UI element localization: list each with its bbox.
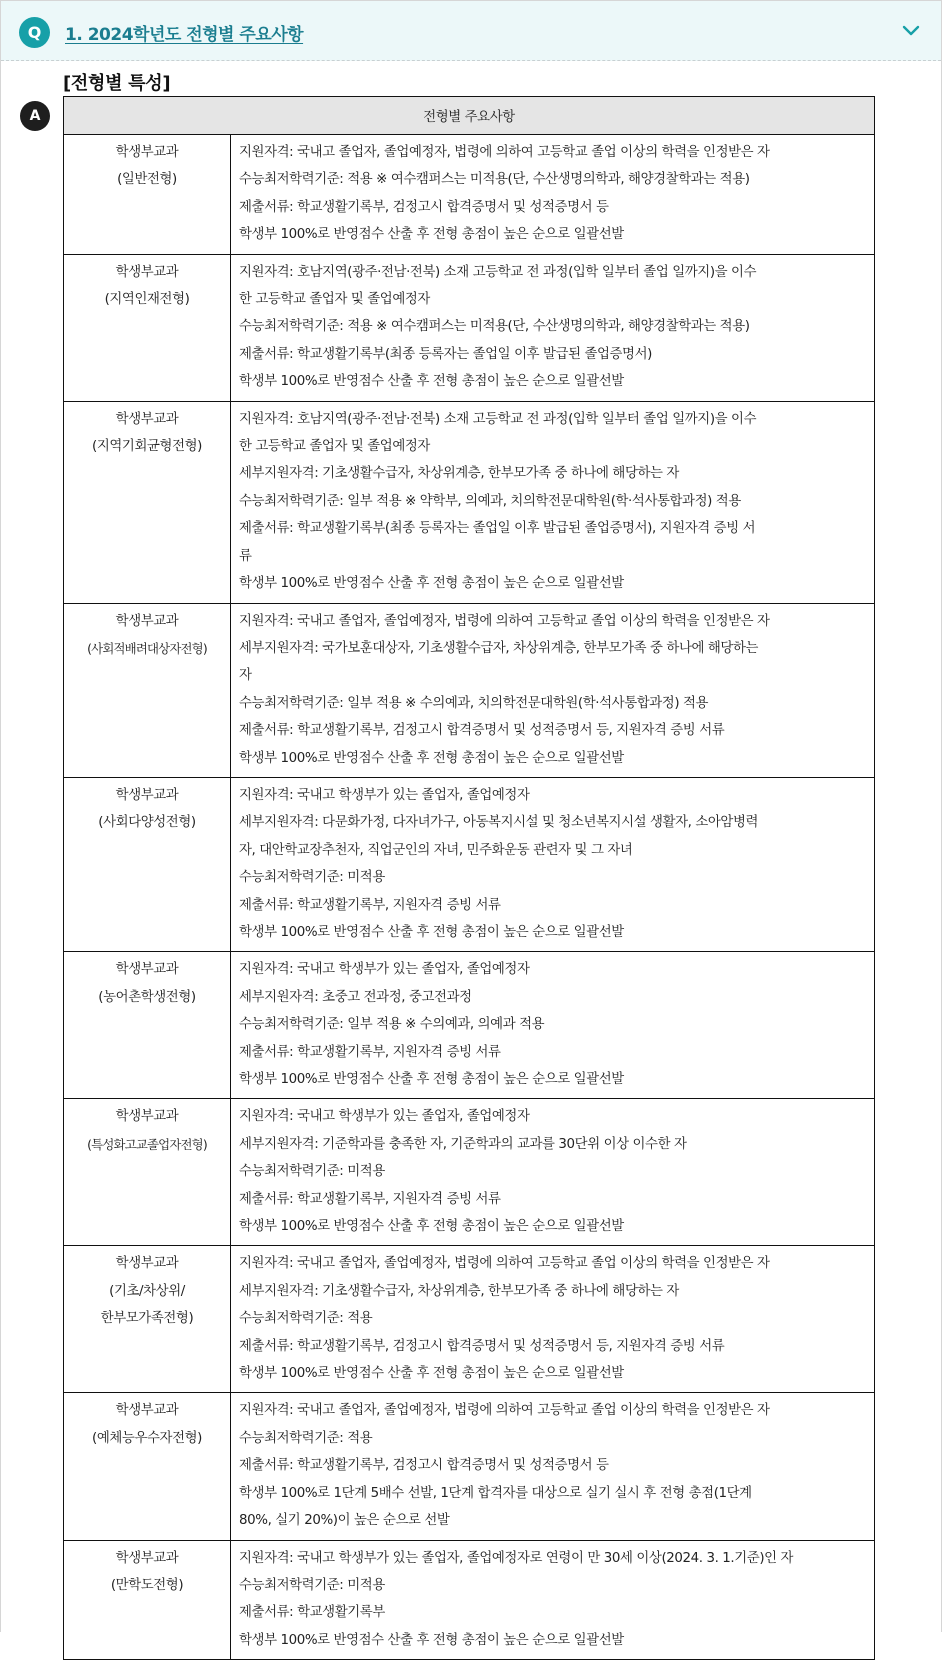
admission-type-label: (지역기회균형전형)	[92, 439, 202, 455]
question-badge: Q	[19, 17, 50, 48]
detail-line: 학생부 100%로 반영점수 산출 후 전형 총점이 높은 순으로 일괄선발	[239, 1366, 624, 1382]
detail-line: 제출서류: 학교생활기록부, 지원자격 증빙 서류	[239, 1044, 501, 1060]
admission-details-cell	[231, 1393, 875, 1540]
section-title: [전형별 특성]	[63, 73, 171, 94]
detail-line: 지원자격: 국내고 학생부가 있는 졸업자, 졸업예정자	[239, 962, 530, 978]
admission-details-cell	[231, 254, 875, 401]
detail-line: 수능최저학력기준: 적용	[239, 1311, 373, 1327]
admission-details-cell	[231, 1246, 875, 1393]
answer-badge: A	[20, 101, 50, 131]
admission-details-cell	[231, 777, 875, 951]
table-row	[64, 777, 875, 951]
detail-line: 지원자격: 호남지역(광주·전남·전북) 소재 고등학교 전 과정(입학 일부터 졸업 일까지)을 이수 한 고등학교 졸업자 및 졸업예정자	[239, 411, 757, 455]
table-row	[64, 952, 875, 1099]
admission-type-label: (특성화고교졸업자전형)	[87, 1136, 207, 1152]
detail-line: 수능최저학력기준: 미적용	[239, 1577, 385, 1593]
detail-line: 수능최저학력기준: 미적용	[239, 1164, 385, 1180]
admission-category-cell	[64, 401, 231, 603]
admission-type-label: (농어촌학생전형)	[98, 989, 196, 1005]
detail-line: 제출서류: 학교생활기록부(최종 등록자는 졸업일 이후 발급된 졸업증명서), 지원자격 증빙 서 류	[239, 521, 756, 564]
detail-line: 수능최저학력기준: 적용 ※ 여수캠퍼스는 미적용(단, 수산생명의학과, 해양경찰학과는 적용)	[239, 319, 750, 335]
category-label: 학생부교과	[115, 1109, 179, 1125]
admission-category-cell	[64, 1540, 231, 1660]
detail-line: 학생부 100%로 반영점수 산출 후 전형 총점이 높은 순으로 일괄선발	[239, 750, 624, 766]
detail-line: 학생부 100%로 반영점수 산출 후 전형 총점이 높은 순으로 일괄선발	[239, 1219, 624, 1235]
category-label: 학생부교과	[115, 1256, 179, 1272]
detail-line: 세부지원자격: 기준학과를 충족한 자, 기준학과의 교과를 30단위 이상 이수한 자	[239, 1136, 687, 1152]
admission-category-cell	[64, 777, 231, 951]
category-label: 학생부교과	[115, 962, 179, 978]
detail-line: 제출서류: 학교생활기록부	[239, 1605, 385, 1621]
detail-line: 제출서류: 학교생활기록부, 검정고시 합격증명서 및 성적증명서 등	[239, 199, 609, 215]
admission-category-cell	[64, 1393, 231, 1540]
admission-type-label: (일반전형)	[117, 172, 177, 188]
admission-type-label: (사회다양성전형)	[98, 815, 196, 831]
detail-line: 학생부 100%로 반영점수 산출 후 전형 총점이 높은 순으로 일괄선발	[239, 227, 624, 243]
detail-line: 세부지원자격: 초중고 전과정, 중고전과정	[239, 989, 472, 1005]
detail-line: 수능최저학력기준: 미적용	[239, 870, 385, 886]
detail-line: 세부지원자격: 국가보훈대상자, 기초생활수급자, 차상위계층, 한부모가족 중 하나에 해당하는 자	[239, 640, 759, 684]
admission-type-label-cont: 한부모가족전형)	[100, 1311, 194, 1327]
table-row	[64, 254, 875, 401]
admission-category-cell	[64, 1099, 231, 1246]
admission-types-table	[63, 96, 875, 1660]
detail-line: 제출서류: 학교생활기록부, 지원자격 증빙 서류	[239, 897, 501, 913]
table-row	[64, 1540, 875, 1660]
faq-question-header[interactable]	[1, 1, 941, 61]
admission-type-label: (기초/차상위/	[109, 1283, 185, 1299]
table-header: 전형별 주요사항	[64, 97, 875, 135]
detail-line: 수능최저학력기준: 일부 적용 ※ 수의예과, 의예과 적용	[239, 1017, 545, 1033]
detail-line: 지원자격: 호남지역(광주·전남·전북) 소재 고등학교 전 과정(입학 일부터 졸업 일까지)을 이수 한 고등학교 졸업자 및 졸업예정자	[239, 264, 757, 308]
admission-type-label: (예체능우수자전형)	[92, 1430, 202, 1446]
admission-details-cell	[231, 952, 875, 1099]
category-label: 학생부교과	[115, 787, 179, 803]
category-label: 학생부교과	[115, 1403, 179, 1419]
detail-line: 제출서류: 학교생활기록부, 검정고시 합격증명서 및 성적증명서 등, 지원자격 증빙 서류	[239, 1338, 725, 1354]
admission-type-label: (사회적배려대상자전형)	[87, 640, 207, 656]
detail-line: 수능최저학력기준: 일부 적용 ※ 수의예과, 치의학전문대학원(학·석사통합과정) 적용	[239, 695, 709, 711]
admission-details-cell	[231, 401, 875, 603]
detail-line: 학생부 100%로 반영점수 산출 후 전형 총점이 높은 순으로 일괄선발	[239, 576, 624, 592]
admission-category-cell	[64, 1246, 231, 1393]
category-label: 학생부교과	[115, 1550, 179, 1566]
question-title-link[interactable]: 1. 2024학년도 전형별 주요사항	[65, 25, 304, 45]
table-row	[64, 1099, 875, 1246]
detail-line: 수능최저학력기준: 적용 ※ 여수캠퍼스는 미적용(단, 수산생명의학과, 해양경찰학과는 적용)	[239, 172, 750, 188]
detail-line: 지원자격: 국내고 학생부가 있는 졸업자, 졸업예정자	[239, 1109, 530, 1125]
detail-line: 제출서류: 학교생활기록부(최종 등록자는 졸업일 이후 발급된 졸업증명서)	[239, 346, 652, 362]
admission-category-cell	[64, 135, 231, 255]
admission-category-cell	[64, 952, 231, 1099]
category-label: 학생부교과	[115, 264, 179, 280]
detail-line: 학생부 100%로 반영점수 산출 후 전형 총점이 높은 순으로 일괄선발	[239, 1632, 624, 1648]
detail-line: 지원자격: 국내고 학생부가 있는 졸업자, 졸업예정자	[239, 787, 530, 803]
admission-type-label: (지역인재전형)	[104, 292, 190, 308]
admission-details-cell	[231, 135, 875, 255]
table-row	[64, 135, 875, 255]
chevron-down-icon[interactable]	[901, 21, 921, 41]
detail-line: 수능최저학력기준: 적용	[239, 1430, 373, 1446]
table-header-row	[64, 97, 875, 135]
detail-line: 제출서류: 학교생활기록부, 검정고시 합격증명서 및 성적증명서 등	[239, 1458, 609, 1474]
admission-details-cell	[231, 1540, 875, 1660]
admission-type-label: (만학도전형)	[110, 1577, 184, 1593]
admission-category-cell	[64, 603, 231, 777]
detail-line: 학생부 100%로 반영점수 산출 후 전형 총점이 높은 순으로 일괄선발	[239, 374, 624, 390]
detail-line: 세부지원자격: 기초생활수급자, 차상위계층, 한부모가족 중 하나에 해당하는 자	[239, 466, 679, 482]
table-row	[64, 401, 875, 603]
detail-line: 지원자격: 국내고 졸업자, 졸업예정자, 법령에 의하여 고등학교 졸업 이상의 학력을 인정받은 자	[239, 145, 770, 160]
category-label: 학생부교과	[115, 145, 179, 160]
detail-line: 학생부 100%로 1단계 5배수 선발, 1단계 합격자를 대상으로 실기 실시 후 전형 총점(1단계 80%, 실기 20%)이 높은 순으로 선발	[239, 1485, 752, 1529]
detail-line: 지원자격: 국내고 졸업자, 졸업예정자, 법령에 의하여 고등학교 졸업 이상의 학력을 인정받은 자	[239, 613, 770, 629]
detail-line: 지원자격: 국내고 졸업자, 졸업예정자, 법령에 의하여 고등학교 졸업 이상의 학력을 인정받은 자	[239, 1256, 770, 1272]
admission-category-cell	[64, 254, 231, 401]
table-row	[64, 603, 875, 777]
detail-line: 세부지원자격: 다문화가정, 다자녀가구, 아동복지시설 및 청소년복지시설 생활자, 소아암병력 자, 대안학교장추천자, 직업군인의 자녀, 민주화운동 관련자 및 그 자녀	[239, 815, 759, 858]
detail-line: 학생부 100%로 반영점수 산출 후 전형 총점이 높은 순으로 일괄선발	[239, 924, 624, 940]
admission-details-cell	[231, 1099, 875, 1246]
detail-line: 학생부 100%로 반영점수 산출 후 전형 총점이 높은 순으로 일괄선발	[239, 1072, 624, 1087]
detail-line: 지원자격: 국내고 학생부가 있는 졸업자, 졸업예정자로 연령이 만 30세 이상(2024. 3. 1.기준)인 자	[239, 1550, 794, 1566]
admission-details-cell	[231, 603, 875, 777]
detail-line: 제출서류: 학교생활기록부, 검정고시 합격증명서 및 성적증명서 등, 지원자격 증빙 서류	[239, 723, 725, 739]
detail-line: 수능최저학력기준: 일부 적용 ※ 약학부, 의예과, 치의학전문대학원(학·석사통합과정) 적용	[239, 493, 741, 509]
detail-line: 세부지원자격: 기초생활수급자, 차상위계층, 한부모가족 중 하나에 해당하는 자	[239, 1283, 679, 1299]
detail-line: 제출서류: 학교생활기록부, 지원자격 증빙 서류	[239, 1191, 501, 1207]
table-row	[64, 1393, 875, 1540]
table-row	[64, 1246, 875, 1393]
category-label: 학생부교과	[115, 613, 179, 629]
category-label: 학생부교과	[115, 411, 179, 427]
detail-line: 지원자격: 국내고 졸업자, 졸업예정자, 법령에 의하여 고등학교 졸업 이상의 학력을 인정받은 자	[239, 1403, 770, 1419]
